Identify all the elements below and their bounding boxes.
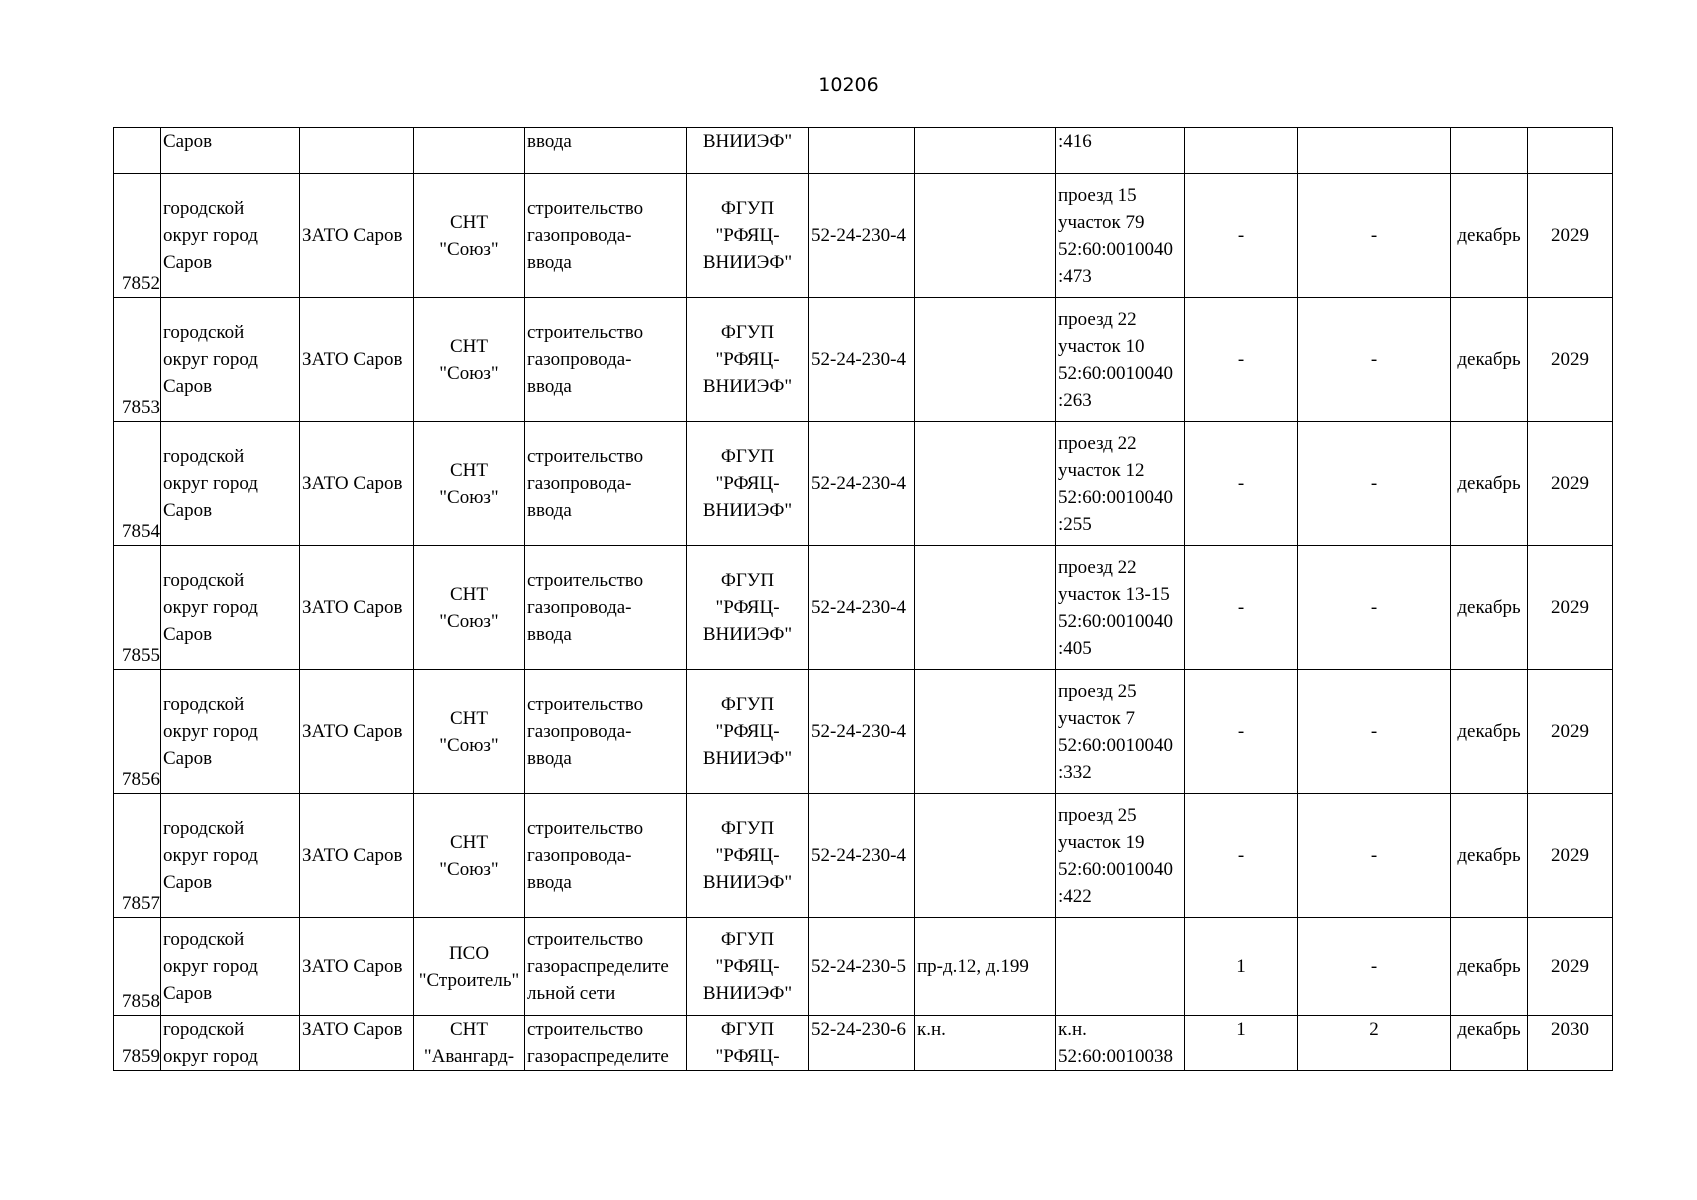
organization-cell	[687, 174, 809, 298]
district-cell-line: городской	[163, 929, 245, 950]
month-cell	[1451, 128, 1528, 174]
work-type-cell-line: газопровода-	[527, 845, 632, 866]
table-row	[114, 298, 1613, 422]
count-cell-b	[1298, 128, 1451, 174]
cadastre-cell-line: проезд 22	[1058, 308, 1137, 330]
district-cell	[161, 794, 300, 918]
code-cell: 52-24-230-4	[809, 422, 915, 546]
table-row	[114, 794, 1613, 918]
count-cell-b: -	[1298, 546, 1451, 670]
work-type-cell-line: ввода	[527, 376, 572, 397]
work-type-cell-line: газораспределите	[527, 1046, 669, 1067]
cadastre-cell-line: участок 19	[1058, 831, 1145, 853]
month-cell: декабрь	[1451, 918, 1528, 1016]
row-number	[114, 128, 161, 174]
table-row	[114, 128, 1613, 174]
cadastre-cell-line: проезд 25	[1058, 804, 1137, 826]
code-cell: 52-24-230-4	[809, 670, 915, 794]
organization-cell-line: ФГУП	[720, 446, 775, 467]
district-cell-line: округ город	[163, 956, 258, 977]
organization-cell-line: ВНИИЭФ"	[702, 131, 793, 152]
district-cell-line: городской	[163, 818, 245, 839]
count-cell-a: -	[1185, 422, 1298, 546]
count-cell-a: -	[1185, 298, 1298, 422]
object-cell-line: СНТ	[450, 211, 488, 233]
count-cell-a: -	[1185, 174, 1298, 298]
district-cell-line: округ город	[163, 473, 258, 494]
cadastre-cell-line: :416	[1058, 131, 1092, 152]
cadastre-cell-line: участок 7	[1058, 707, 1135, 729]
district-cell	[161, 422, 300, 546]
count-cell-a: -	[1185, 794, 1298, 918]
address-cell	[915, 422, 1056, 546]
count-cell-a: 1	[1185, 918, 1298, 1016]
work-type-cell-line: строительство	[527, 694, 644, 715]
municipality-cell: ЗАТО Саров	[300, 174, 414, 298]
count-cell-b: 2	[1298, 1016, 1451, 1071]
cadastre-cell-line: :405	[1058, 637, 1092, 659]
object-cell	[414, 670, 525, 794]
table-row	[114, 174, 1613, 298]
organization-cell	[687, 918, 809, 1016]
work-type-cell-line: газораспределите	[527, 956, 669, 977]
district-cell-line: городской	[163, 446, 245, 467]
year-cell: 2029	[1528, 918, 1613, 1016]
district-cell-line: Саров	[163, 376, 213, 397]
organization-cell	[687, 670, 809, 794]
object-cell	[414, 794, 525, 918]
object-cell	[414, 298, 525, 422]
district-cell-line: округ город	[163, 721, 258, 742]
organization-cell-line: ФГУП	[720, 322, 775, 343]
cadastre-cell	[1056, 546, 1185, 670]
organization-cell-line: ВНИИЭФ"	[702, 252, 793, 273]
year-cell	[1528, 128, 1613, 174]
object-cell-line: "Союз"	[439, 734, 499, 756]
cadastre-cell	[1056, 1016, 1185, 1071]
municipality-cell	[300, 128, 414, 174]
address-cell: пр-д.12, д.199	[915, 918, 1056, 1016]
cadastre-cell	[1056, 794, 1185, 918]
organization-cell	[687, 422, 809, 546]
district-cell-line: округ город	[163, 845, 258, 866]
object-cell	[414, 422, 525, 546]
organization-cell	[687, 1016, 809, 1071]
object-cell-line: "Союз"	[439, 610, 499, 632]
object-cell-line: "Строитель"	[418, 969, 520, 991]
district-cell	[161, 670, 300, 794]
code-cell: 52-24-230-6	[809, 1016, 915, 1071]
object-cell-line: СНТ	[450, 459, 488, 481]
district-cell-line: Саров	[163, 131, 213, 152]
object-cell	[414, 128, 525, 174]
work-type-cell-line: строительство	[527, 1019, 644, 1040]
address-cell	[915, 670, 1056, 794]
cadastre-cell-line: 52:60:0010040	[1058, 486, 1174, 508]
organization-cell-line: ВНИИЭФ"	[702, 983, 793, 1004]
code-cell: 52-24-230-5	[809, 918, 915, 1016]
count-cell-b: -	[1298, 422, 1451, 546]
district-cell	[161, 298, 300, 422]
month-cell: декабрь	[1451, 174, 1528, 298]
municipality-cell: ЗАТО Саров	[300, 794, 414, 918]
object-cell-line: СНТ	[450, 1019, 488, 1040]
count-cell-b: -	[1298, 670, 1451, 794]
organization-cell-line: ВНИИЭФ"	[702, 500, 793, 521]
municipality-cell: ЗАТО Саров	[300, 422, 414, 546]
work-type-cell-line: ввода	[527, 624, 572, 645]
row-number: 7855	[114, 546, 161, 670]
organization-cell	[687, 298, 809, 422]
cadastre-cell	[1056, 174, 1185, 298]
district-cell	[161, 546, 300, 670]
organization-cell-line: "РФЯЦ-	[715, 225, 780, 246]
month-cell: декабрь	[1451, 670, 1528, 794]
cadastre-cell-line: :263	[1058, 389, 1092, 411]
address-cell	[915, 174, 1056, 298]
table-row	[114, 422, 1613, 546]
cadastre-cell-line: участок 10	[1058, 335, 1145, 357]
count-cell-a	[1185, 128, 1298, 174]
code-cell: 52-24-230-4	[809, 298, 915, 422]
cadastre-cell-line: участок 79	[1058, 211, 1145, 233]
cadastre-cell-line: :332	[1058, 761, 1092, 783]
code-cell: 52-24-230-4	[809, 546, 915, 670]
work-type-cell-line: строительство	[527, 446, 644, 467]
count-cell-b: -	[1298, 174, 1451, 298]
object-cell-line: "Авангард-	[423, 1046, 515, 1067]
address-cell: к.н.	[915, 1016, 1056, 1071]
district-cell-line: округ город	[163, 349, 258, 370]
organization-cell-line: "РФЯЦ-	[715, 349, 780, 370]
year-cell: 2029	[1528, 174, 1613, 298]
page-number: 10206	[818, 74, 879, 96]
cadastre-cell	[1056, 670, 1185, 794]
work-type-cell-line: строительство	[527, 929, 644, 950]
organization-cell	[687, 794, 809, 918]
table-row	[114, 1016, 1613, 1071]
object-cell-line: СНТ	[450, 583, 488, 605]
cadastre-cell-line: 52:60:0010040	[1058, 610, 1174, 632]
address-cell	[915, 794, 1056, 918]
organization-cell-line: ФГУП	[720, 694, 775, 715]
district-cell	[161, 174, 300, 298]
organization-cell-line: ВНИИЭФ"	[702, 748, 793, 769]
work-type-cell-line: строительство	[527, 198, 644, 219]
cadastre-cell-line: 52:60:0010038	[1058, 1046, 1174, 1067]
cadastre-cell-line: участок 13-15	[1058, 583, 1170, 605]
organization-cell-line: "РФЯЦ-	[715, 1046, 780, 1067]
object-cell-line: "Союз"	[439, 238, 499, 260]
work-type-cell	[525, 794, 687, 918]
cadastre-cell	[1056, 128, 1185, 174]
count-cell-b: -	[1298, 298, 1451, 422]
year-cell: 2029	[1528, 670, 1613, 794]
month-cell: декабрь	[1451, 298, 1528, 422]
district-cell-line: Саров	[163, 872, 213, 893]
row-number: 7858	[114, 918, 161, 1016]
organization-cell-line: ВНИИЭФ"	[702, 376, 793, 397]
organization-cell	[687, 546, 809, 670]
cadastre-cell-line: участок 12	[1058, 459, 1145, 481]
cadastre-cell-line: 52:60:0010040	[1058, 858, 1174, 880]
district-cell	[161, 128, 300, 174]
object-cell	[414, 1016, 525, 1071]
cadastre-cell	[1056, 298, 1185, 422]
object-cell-line: СНТ	[450, 831, 488, 853]
count-cell-a: 1	[1185, 1016, 1298, 1071]
row-number: 7852	[114, 174, 161, 298]
organization-cell-line: "РФЯЦ-	[715, 597, 780, 618]
work-type-cell-line: ввода	[527, 748, 572, 769]
year-cell: 2029	[1528, 422, 1613, 546]
organization-cell-line: ФГУП	[720, 198, 775, 219]
table-row	[114, 670, 1613, 794]
district-cell	[161, 918, 300, 1016]
work-type-cell	[525, 174, 687, 298]
year-cell: 2029	[1528, 794, 1613, 918]
organization-cell-line: "РФЯЦ-	[715, 721, 780, 742]
cadastre-cell-line: проезд 25	[1058, 680, 1137, 702]
work-type-cell-line: газопровода-	[527, 225, 632, 246]
organization-cell-line: ФГУП	[720, 1019, 775, 1040]
district-cell-line: округ город	[163, 597, 258, 618]
district-cell-line: Саров	[163, 252, 213, 273]
cadastre-cell-line: проезд 22	[1058, 556, 1137, 578]
cadastre-cell-line: проезд 22	[1058, 432, 1137, 454]
district-cell	[161, 1016, 300, 1071]
month-cell: декабрь	[1451, 794, 1528, 918]
address-cell	[915, 298, 1056, 422]
cadastre-cell-line: 52:60:0010040	[1058, 362, 1174, 384]
municipality-cell: ЗАТО Саров	[300, 546, 414, 670]
municipality-cell: ЗАТО Саров	[300, 298, 414, 422]
cadastre-cell	[1056, 422, 1185, 546]
code-cell	[809, 128, 915, 174]
work-type-cell-line: газопровода-	[527, 597, 632, 618]
row-number: 7857	[114, 794, 161, 918]
work-type-cell	[525, 298, 687, 422]
year-cell: 2029	[1528, 298, 1613, 422]
district-cell-line: округ город	[163, 1046, 258, 1067]
district-cell-line: городской	[163, 1019, 245, 1040]
year-cell: 2029	[1528, 546, 1613, 670]
cadastre-cell-line: проезд 15	[1058, 184, 1137, 206]
district-cell-line: округ город	[163, 225, 258, 246]
organization-cell-line: "РФЯЦ-	[715, 473, 780, 494]
cadastre-cell-line: 52:60:0010040	[1058, 734, 1174, 756]
object-cell	[414, 918, 525, 1016]
work-type-cell-line: газопровода-	[527, 721, 632, 742]
work-type-cell-line: газопровода-	[527, 473, 632, 494]
object-cell	[414, 546, 525, 670]
work-type-cell-line: газопровода-	[527, 349, 632, 370]
organization-cell-line: ВНИИЭФ"	[702, 624, 793, 645]
table-row	[114, 546, 1613, 670]
month-cell: декабрь	[1451, 422, 1528, 546]
code-cell: 52-24-230-4	[809, 174, 915, 298]
work-type-cell	[525, 546, 687, 670]
organization-cell-line: ФГУП	[720, 818, 775, 839]
work-type-cell	[525, 918, 687, 1016]
organization-cell-line: "РФЯЦ-	[715, 956, 780, 977]
object-cell-line: "Союз"	[439, 858, 499, 880]
work-type-cell-line: строительство	[527, 570, 644, 591]
work-type-cell-line: строительство	[527, 818, 644, 839]
organization-cell-line: ФГУП	[720, 570, 775, 591]
municipality-cell: ЗАТО Саров	[300, 670, 414, 794]
row-number: 7859	[114, 1016, 161, 1071]
table-body	[114, 128, 1613, 1071]
work-type-cell-line: льной сети	[527, 983, 616, 1004]
cadastre-cell-line: :473	[1058, 265, 1092, 287]
month-cell: декабрь	[1451, 1016, 1528, 1071]
organization-cell-line: "РФЯЦ-	[715, 845, 780, 866]
work-type-cell	[525, 128, 687, 174]
register-table	[113, 127, 1613, 1071]
district-cell-line: Саров	[163, 624, 213, 645]
work-type-cell	[525, 422, 687, 546]
year-cell: 2030	[1528, 1016, 1613, 1071]
cadastre-cell	[1056, 918, 1185, 1016]
district-cell-line: Саров	[163, 748, 213, 769]
cadastre-cell-line: к.н.	[1058, 1019, 1087, 1040]
organization-cell-line: ВНИИЭФ"	[702, 872, 793, 893]
month-cell: декабрь	[1451, 546, 1528, 670]
work-type-cell	[525, 1016, 687, 1071]
work-type-cell-line: ввода	[527, 252, 572, 273]
district-cell-line: Саров	[163, 983, 213, 1004]
address-cell	[915, 128, 1056, 174]
table-row	[114, 918, 1613, 1016]
count-cell-a: -	[1185, 546, 1298, 670]
count-cell-a: -	[1185, 670, 1298, 794]
work-type-cell-line: ввода	[527, 500, 572, 521]
work-type-cell-line: ввода	[527, 872, 572, 893]
object-cell-line: "Союз"	[439, 362, 499, 384]
cadastre-cell-line: :422	[1058, 885, 1092, 907]
work-type-cell-line: строительство	[527, 322, 644, 343]
object-cell-line: СНТ	[450, 335, 488, 357]
district-cell-line: городской	[163, 322, 245, 343]
row-number: 7854	[114, 422, 161, 546]
object-cell-line: СНТ	[450, 707, 488, 729]
cadastre-cell-line: 52:60:0010040	[1058, 238, 1174, 260]
cadastre-cell-line: :255	[1058, 513, 1092, 535]
object-cell-line: "Союз"	[439, 486, 499, 508]
count-cell-b: -	[1298, 918, 1451, 1016]
object-cell	[414, 174, 525, 298]
district-cell-line: городской	[163, 198, 245, 219]
municipality-cell: ЗАТО Саров	[300, 918, 414, 1016]
district-cell-line: городской	[163, 694, 245, 715]
district-cell-line: Саров	[163, 500, 213, 521]
work-type-cell-line: ввода	[527, 131, 572, 152]
work-type-cell	[525, 670, 687, 794]
district-cell-line: городской	[163, 570, 245, 591]
count-cell-b: -	[1298, 794, 1451, 918]
object-cell-line: ПСО	[448, 942, 490, 964]
row-number: 7853	[114, 298, 161, 422]
code-cell: 52-24-230-4	[809, 794, 915, 918]
organization-cell-line: ФГУП	[720, 929, 775, 950]
row-number: 7856	[114, 670, 161, 794]
municipality-cell: ЗАТО Саров	[300, 1016, 414, 1071]
address-cell	[915, 546, 1056, 670]
organization-cell	[687, 128, 809, 174]
